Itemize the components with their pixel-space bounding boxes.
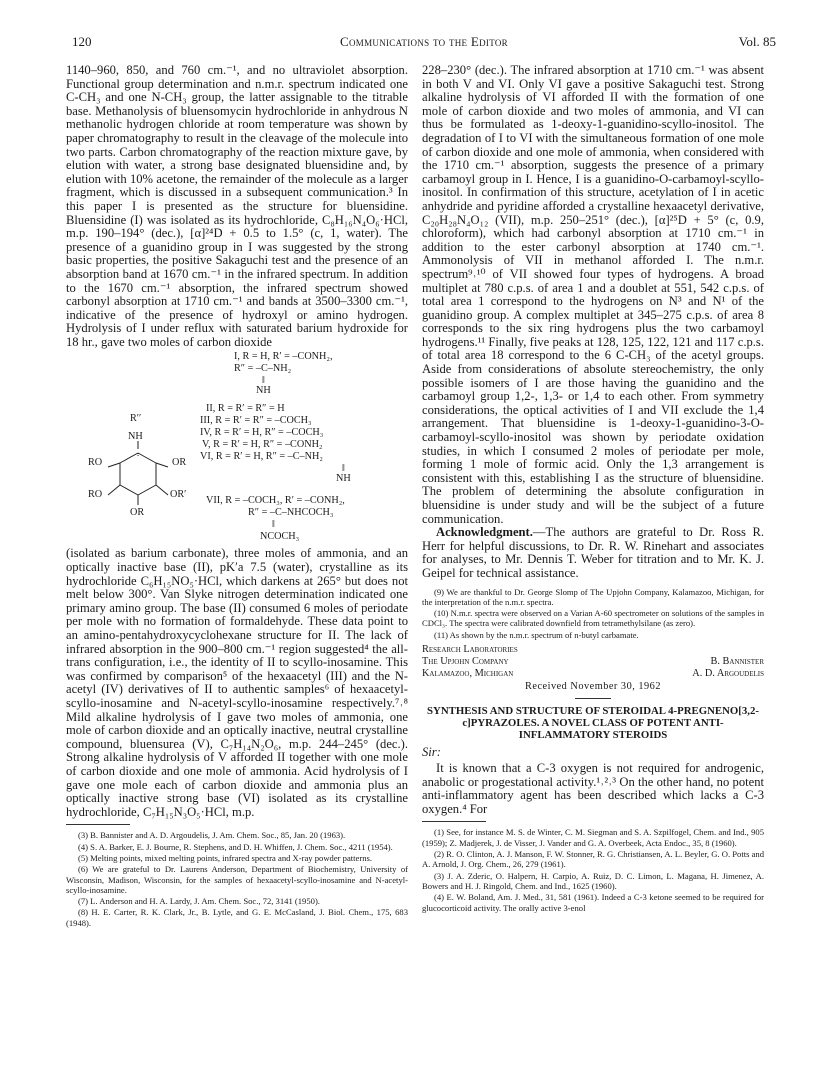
ring-label-or-bottom-right: OR′ xyxy=(170,489,187,501)
author-2: A. D. Argoudelis xyxy=(692,668,764,680)
acknowledgment-text: —The authors are grateful to Dr. Ross R. Herr for helpful discussions, to Dr. R. W. Rinehart and associates for analyses, to Mr. Dennis T. Weber for titration and to Mr. K. J. Geipel for technical assistance. xyxy=(422,525,764,580)
page-number: 120 xyxy=(72,34,92,49)
left-paragraph-2: (isolated as barium carbonate), three moles of ammonia, and an optically inactive base (II), pK′a 7.5 (water), crystalline as its hydrochloride C₆H₁₅NO₅·HCl, which darkens at 265° but does not melt below 300°. Van Slyke nitrogen determination indicated one primary amino group. The base (II) consumed 6 moles of periodate per mole with no formation of formaldehyde. These data point to an amino-pentahydroxycyclohexane structure for II. The lack of infrared absorption in the 900–800 cm.⁻¹ region suggested⁴ the all-trans configuration, i.e., the identity of II to scyllo-inosamine. This was confirmed by comparison⁵ of the hexaacetyl (III) and the N-acetyl (IV) derivatives of II to authentic samples⁶ of hexaacetyl-scyllo-inosamine and N-acetyl-scyllo-inosamine respectively.⁷˒⁸ Mild alkaline hydrolysis of I gave two moles of ammonia, one mole of carbon dioxide and an optically inactive, neutral crystalline compound, bluensurea (V), C₇H₁₄N₂O₆, m.p. 244–245° (dec.). Strong alkaline hydrolysis of V afforded II together with one mole of carbon dioxide and one mole of ammonia. Acid hydrolysis of I gave one mole each of carbon dioxide and ammonia plus an optically inactive strong base (VI) isolated as its crystalline hydrochloride, C₇H₁₅N₃O₅·HCl, m.p. xyxy=(66,546,408,819)
structure-line-1: I, R = H, R′ = –CONH₂, xyxy=(234,351,333,363)
structure-line-5: II, R = R′ = R″ = H xyxy=(206,403,285,415)
chemical-structure-figure xyxy=(66,349,408,683)
structure-line-13: R″ = –C–NHCOCH₃ xyxy=(248,507,334,519)
structure-line-8: V, R = R′ = H, R″ = –CONH₂ xyxy=(202,439,323,451)
footnote-6: (6) We are grateful to Dr. Laurens Anderson, Department of Biochemistry, University of Wisconsin, Madison, Wisconsin, for the samples of hexaacetyl-scyllo-inosamine and N-acetyl-scyllo-inosamine. xyxy=(66,864,408,895)
footnote-a2-4: (4) E. W. Boland, Am. J. Med., 31, 581 (1961). Indeed a C-3 ketone seemed to be required for glucocorticoid activity. The orally active 3-enol xyxy=(422,892,764,913)
running-head xyxy=(72,34,776,50)
article-title: SYNTHESIS AND STRUCTURE OF STEROIDAL 4-PREGNENO[3,2-c]PYRAZOLES. A NOVEL CLASS OF POTENT ANTI-INFLAMMATORY STEROIDS xyxy=(427,705,759,742)
left-paragraph-1: 1140–960, 850, and 760 cm.⁻¹, and no ultraviolet absorption. Functional group determination and n.m.r. spectrum indicated one C-CH₃ and one N-CH₃ group, the latter assignable to the titrable base. Methanolysis of bluensomycin hydrochloride in anhydrous N methanolic hydrogen chloride at room temperature was shown by paper chromatography to result in the cleavage of the molecule into two parts. Carbon chromatography of the reaction mixture gave, by elution with water, a strong base designated bluensidine and, by elution with 10% acetone, the remainder of the molecule as a larger fragment, which is discussed in a subsequent communication.³ In this paper I is presented as the structure for bluensidine. Bluensidine (I) was isolated as its hydrochloride, C₈H₁₆N₄O₆·HCl, m.p. 190–194° (dec.), [α]²⁴D + 0.5 to 1.5° (c, 1, water). The presence of a guanidino group in I was suggested by the strong basic properties, the positive Sakaguchi test and the presence of an absorption band at 1670 cm.⁻¹ in the infrared spectrum. In addition to the 1670 cm.⁻¹ absorption, the infrared spectrum showed carbonyl absorption at 1710 cm.⁻¹ and bands at 3500–3300 cm.⁻¹, indicative of the presence of hydroxyl or amino hydrogen. Hydrolysis of I under reflux with saturated barium hydroxide for 18 hr., gave two moles of carbon dioxide xyxy=(66,63,408,349)
structure-line-2: R″ = –C–NH₂ xyxy=(234,363,292,375)
footnote-a2-3: (3) J. A. Zderic, O. Halpern, H. Carpio, A. Ruiz, D. C. Limon, L. Magana, H. Jimenez, A. Bowers and H. J. Ringold, Chem. and Ind., 1625 (1960). xyxy=(422,870,764,891)
affiliation-row-3 xyxy=(422,668,764,680)
acknowledgment-heading: Acknowledgment. xyxy=(436,525,533,540)
footnote-5: (5) Melting points, mixed melting points, infrared spectra and X-ray powder patterns. xyxy=(78,852,373,863)
received-date: Received November 30, 1962 xyxy=(525,681,661,693)
footnote-10: (10) N.m.r. spectra were observed on a Varian A-60 spectrometer on solutions of the samples in CDCl₃. The spectra were calibrated downfield from tetramethylsilane (as zero). xyxy=(422,608,764,629)
affiliation-block xyxy=(422,644,764,680)
structure-line-6: III, R = R′ = R″ = –COCH₃ xyxy=(200,415,312,427)
left-column xyxy=(66,64,408,929)
article2-paragraph: It is known that a C-3 oxygen is not required for androgenic, anabolic or progestational activity.¹˒²˒³ On the other hand, no potent anti-inflammatory agent has been described which lacks a C-3 oxygen.⁴ For xyxy=(422,761,764,816)
right-paragraph-1: 228–230° (dec.). The infrared absorption at 1710 cm.⁻¹ was absent in both V and VI. Only VI gave a positive Sakaguchi test. Strong alkaline hydrolysis of VI afforded II with the formation of one mole of carbon dioxide and two moles of ammonia, and VI can thus be formulated as 1-deoxy-1-guanidino-scyllo-inositol. The degradation of I to VI with the simultaneous formation of one mole of carbon dioxide and one mole of ammonia, when considered with the 1710 cm.⁻¹ absorption, suggests the presence of a primary carbamoyl group in I. Hence, I is a guanidino-O-carbamoyl-scyllo-inositol. In confirmation of this structure, acetylation of I in acetic anhydride and pyridine afforded a crystalline hexaacetyl derivative, C₂₀H₂₈N₄O₁₂ (VII), m.p. 250–251° (dec.), [α]²⁵D + 5° (c, 0.9, chloroform), which had carbonyl absorption at 1710 cm.⁻¹ in addition to the ester carbonyl absorption at 1740 cm.⁻¹. Ammonolysis of VII in methanol afforded I. The n.m.r. spectrum⁹˒¹⁰ of VII showed four types of hydrogens. A broad multiplet at 780 c.p.s. of area 1 and a doublet at 551, 542 c.p.s. of total area 1 correspond to the hydrogens on N³ and N¹ of the guanidino group. A complex multiplet at 345–275 c.p.s. of area 8 corresponds to the six ring hydrogens plus the two carbamoyl hydrogens.¹¹ Finally, five peaks at 128, 125, 122, 121 and 117 c.p.s. of total area 18 correspond to the 6 C-CH₃ of the acetyl groups. Aside from considerations of absolute stereochemistry, the only possible isomers of I are those having the guanidino and the carbamoyl group 1,2-, 1,3- or 1,4 to each other. From symmetry considerations, the optical activities of I and VII exclude the 1,4 arrangement. That bluensidine is 1-deoxy-1-guanidino-3-O-carbamoyl-scyllo-inositol was shown by periodate oxidation studies, in which I consumed 2 moles of periodate per mole, forming 1 mole of formic acid. Only the 1,3 arrangement is consistent with this, establishing I as the structure of bluensidine. The problem of determining the absolute configuration in bluensidine is under study and will be the subject of a future communication. xyxy=(422,63,764,526)
structure-line-7: IV, R = R′ = H, R″ = –COCH₃ xyxy=(200,427,324,439)
affiliation-row-2 xyxy=(422,656,764,668)
structure-line-4: NH xyxy=(256,385,271,397)
affiliation-line-1: Research Laboratories xyxy=(422,644,518,656)
acknowledgment-paragraph xyxy=(422,526,764,580)
affiliation-line-3: Kalamazoo, Michigan xyxy=(422,668,514,680)
footnote-3: (3) B. Bannister and A. D. Argoudelis, J. Am. Chem. Soc., 85, Jan. 20 (1963). xyxy=(78,830,346,841)
footnote-9: (9) We are thankful to Dr. George Slomp of The Upjohn Company, Kalamazoo, Michigan, for the interpretation of the n.m.r. spectra. xyxy=(422,586,764,607)
footnote-rule xyxy=(66,824,130,825)
ring-label-or-right: OR xyxy=(172,457,187,469)
ring-label-r2: R′′ xyxy=(130,413,142,425)
right-column xyxy=(422,64,764,914)
ring-label-ro-left: RO xyxy=(88,457,103,469)
footnote-8: (8) H. E. Carter, R. K. Clark, Jr., B. Lytle, and G. E. McCasland, J. Biol. Chem., 175, 683 (1948). xyxy=(66,907,408,928)
footnote-rule-right xyxy=(422,821,486,822)
structure-line-14: ‖ xyxy=(272,519,275,531)
structure-line-15: NCOCH₃ xyxy=(260,531,300,543)
running-title: Communications to the Editor xyxy=(340,34,508,49)
structure-line-9: VI, R = R′ = H, R″ = –C–NH₂ xyxy=(200,451,323,463)
ring-label-nh: NH xyxy=(128,431,143,443)
ring-label-or-bottom: OR xyxy=(130,507,145,519)
structure-line-12: VII, R = –COCH₃, R′ = –CONH₂, xyxy=(206,495,345,507)
structure-line-11: NH xyxy=(336,473,351,485)
footnote-11: (11) As shown by the n.m.r. spectrum of n-butyl carbamate. xyxy=(434,629,639,640)
structure-line-3: ‖ xyxy=(262,375,265,387)
ring-label-ro-bottom-left: RO xyxy=(88,489,103,501)
article2-footnotes xyxy=(422,827,764,912)
salutation: Sir: xyxy=(422,745,441,760)
volume-label: Vol. 85 xyxy=(738,34,776,49)
left-footnotes xyxy=(66,830,408,928)
footnote-7: (7) L. Anderson and H. A. Lardy, J. Am. Chem. Soc., 72, 3141 (1950). xyxy=(78,896,320,907)
right-footnotes xyxy=(422,587,764,640)
author-1: B. Bannister xyxy=(710,656,764,668)
footnote-4: (4) S. A. Barker, E. J. Bourne, R. Stephens, and D. H. Whiffen, J. Chem. Soc., 4211 (1954). xyxy=(78,841,393,852)
structure-line-10: ‖ xyxy=(342,463,345,475)
article-separator xyxy=(575,698,611,699)
footnote-a2-1: (1) See, for instance M. S. de Winter, C. M. Siegman and S. A. Szpilfogel, Chem. and Ind., 905 (1959); Z. Madjerek, J. de Visser, J. Vander and G. A. Overbeek, Acta Endoc., 35, 8 (1960). xyxy=(422,827,764,848)
footnote-a2-2: (2) R. O. Clinton, A. J. Manson, F. W. Stonner, R. G. Christiansen, A. L. Beyler, G. O. Potts and A. Arnold, J. Org. Chem., 26, 279 (1961). xyxy=(422,849,764,870)
affiliation-line-2: The Upjohn Company xyxy=(422,656,509,668)
